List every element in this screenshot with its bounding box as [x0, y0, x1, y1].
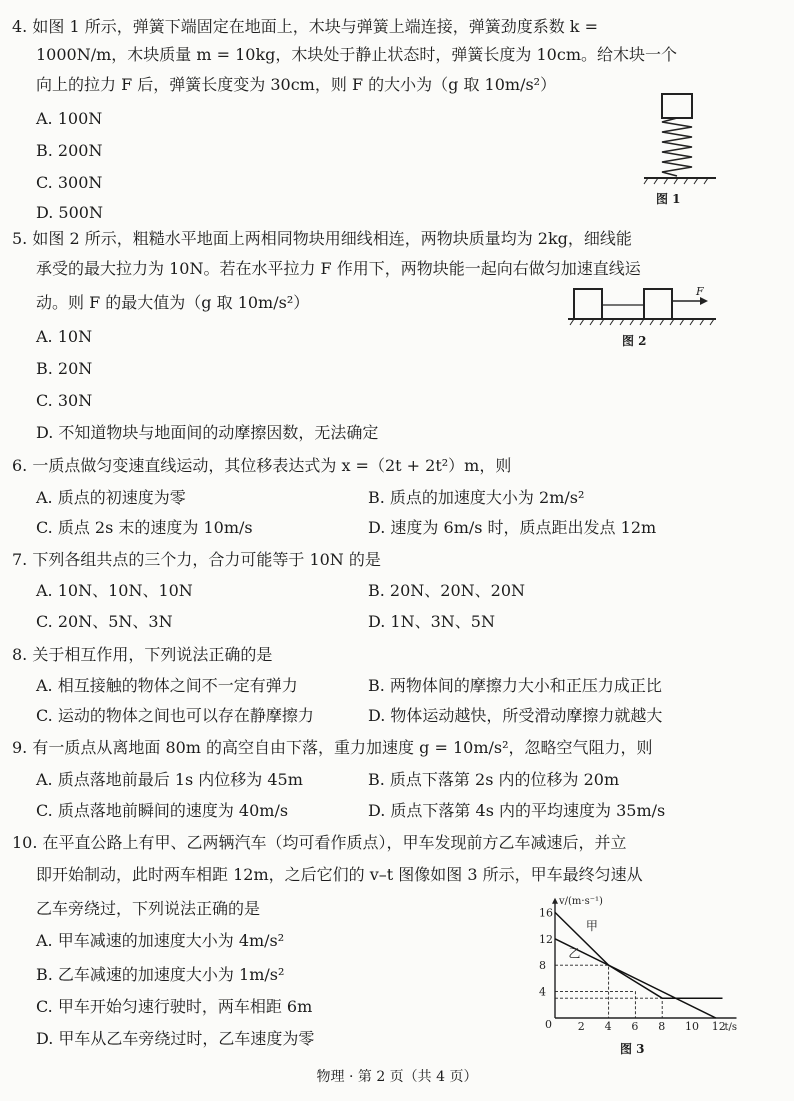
y-tick-label: 8: [539, 959, 546, 973]
q9-option-c: C. 质点落地前瞬间的速度为 40m/s: [36, 801, 289, 820]
y-axis-arrow: [552, 898, 558, 904]
q5-stem-line2: 承受的最大拉力为 10N。若在水平拉力 F 作用下，两物块能一起向右做匀加速直线运: [36, 259, 641, 278]
q5-option-c: C. 30N: [36, 391, 93, 410]
y-axis-label: v/(m·s⁻¹): [559, 895, 603, 907]
q7-stem: 7. 下列各组共点的三个力，合力可能等于 10N 的是: [12, 550, 381, 569]
x-tick-label: 6: [631, 1020, 639, 1033]
q4-option-b: B. 200N: [36, 141, 103, 160]
y-tick-label: 12: [539, 932, 553, 946]
x-tick-label: 12: [711, 1020, 726, 1033]
series-label-jia: 甲: [585, 919, 598, 934]
q10-stem-line2: 即开始制动，此时两车相距 12m，之后它们的 v–t 图像如图 3 所示，甲车最终匀速从: [36, 865, 643, 884]
q4-stem-line1: 4. 如图 1 所示，弹簧下端固定在地面上，木块与弹簧上端连接，弹簧劲度系数 k =: [12, 17, 598, 36]
q6-stem: 6. 一质点做匀变速直线运动，其位移表达式为 x =（2t + 2t²）m，则: [12, 456, 512, 475]
q9-option-b: B. 质点下落第 2s 内的位移为 20m: [368, 770, 620, 789]
q7-option-d: D. 1N、3N、5N: [368, 612, 495, 631]
q4-option-d: D. 500N: [36, 203, 103, 222]
q9-option-a: A. 质点落地前最后 1s 内位移为 45m: [36, 770, 303, 789]
q4-option-a: A. 100N: [36, 109, 103, 128]
x-tick-label: 2: [577, 1020, 585, 1033]
dashed-guide: [555, 992, 635, 1018]
q6-option-c: C. 质点 2s 末的速度为 10m/s: [36, 518, 253, 537]
page-footer: 物理 · 第 2 页（共 4 页）: [316, 1069, 478, 1085]
q9-option-d: D. 质点下落第 4s 内的平均速度为 35m/s: [368, 801, 666, 820]
figure-2-caption: 图 2: [622, 334, 647, 348]
q10-stem-line1: 10. 在平直公路上有甲、乙两辆汽车（均可看作质点），甲车发现前方乙车减速后，并立: [12, 833, 627, 852]
q5-stem-line1: 5. 如图 2 所示，粗糙水平地面上两相同物块用细线相连，两物块质量均为 2kg，细线能: [12, 229, 632, 248]
q4-stem-line2: 1000N/m，木块质量 m = 10kg，木块处于静止状态时，弹簧长度为 10cm。给木块一个: [36, 45, 677, 64]
series-label-yi: 乙: [568, 946, 581, 961]
q8-option-a: A. 相互接触的物体之间不一定有弹力: [36, 676, 298, 695]
q9-stem: 9. 有一质点从离地面 80m 的高空自由下落，重力加速度 g = 10m/s²，忽略空气阻力，则: [12, 738, 653, 757]
figure-3-vt-chart: [525, 892, 745, 1038]
x-tick-label: 10: [685, 1020, 699, 1033]
q6-option-b: B. 质点的加速度大小为 2m/s²: [368, 488, 585, 507]
q5-option-b: B. 20N: [36, 359, 93, 378]
q6-option-a: A. 质点的初速度为零: [36, 488, 186, 507]
q10-option-c: C. 甲车开始匀速行驶时，两车相距 6m: [36, 997, 313, 1016]
q4-option-c: C. 300N: [36, 173, 103, 192]
figure-2-blocks-rope: [568, 283, 718, 327]
y-tick-label: 16: [539, 906, 553, 920]
q7-option-b: B. 20N、20N、20N: [368, 581, 526, 600]
figure-3-caption: 图 3: [620, 1042, 645, 1056]
q8-option-d: D. 物体运动越快，所受滑动摩擦力就越大: [368, 706, 663, 725]
origin-label: 0: [545, 1018, 552, 1031]
x-tick-label: 4: [604, 1020, 612, 1033]
q10-stem-line3: 乙车旁绕过，下列说法正确的是: [36, 899, 261, 918]
q5-stem-line3: 动。则 F 的最大值为（g 取 10m/s²）: [36, 293, 310, 312]
q5-option-a: A. 10N: [36, 327, 93, 346]
q8-option-c: C. 运动的物体之间也可以存在静摩擦力: [36, 706, 314, 725]
q10-option-b: B. 乙车减速的加速度大小为 1m/s²: [36, 965, 285, 984]
q10-option-d: D. 甲车从乙车旁绕过时，乙车速度为零: [36, 1029, 315, 1048]
figure-1-caption: 图 1: [656, 192, 681, 206]
force-f-label: F: [696, 285, 704, 298]
q5-option-d: D. 不知道物块与地面间的动摩擦因数，无法确定: [36, 423, 379, 442]
x-tick-label: 8: [658, 1020, 666, 1033]
x-axis-label: t/s: [724, 1022, 738, 1033]
q7-option-c: C. 20N、5N、3N: [36, 612, 173, 631]
q8-stem: 8. 关于相互作用，下列说法正确的是: [12, 645, 273, 664]
q6-option-d: D. 速度为 6m/s 时，质点距出发点 12m: [368, 518, 657, 537]
figure-1-spring-block: [640, 90, 720, 190]
y-tick-label: 4: [539, 985, 546, 999]
q8-option-b: B. 两物体间的摩擦力大小和正压力成正比: [368, 676, 662, 695]
q7-option-a: A. 10N、10N、10N: [36, 581, 193, 600]
q10-option-a: A. 甲车减速的加速度大小为 4m/s²: [36, 931, 285, 950]
q4-stem-line3: 向上的拉力 F 后，弹簧长度变为 30cm，则 F 的大小为（g 取 10m/s²）: [36, 75, 557, 94]
